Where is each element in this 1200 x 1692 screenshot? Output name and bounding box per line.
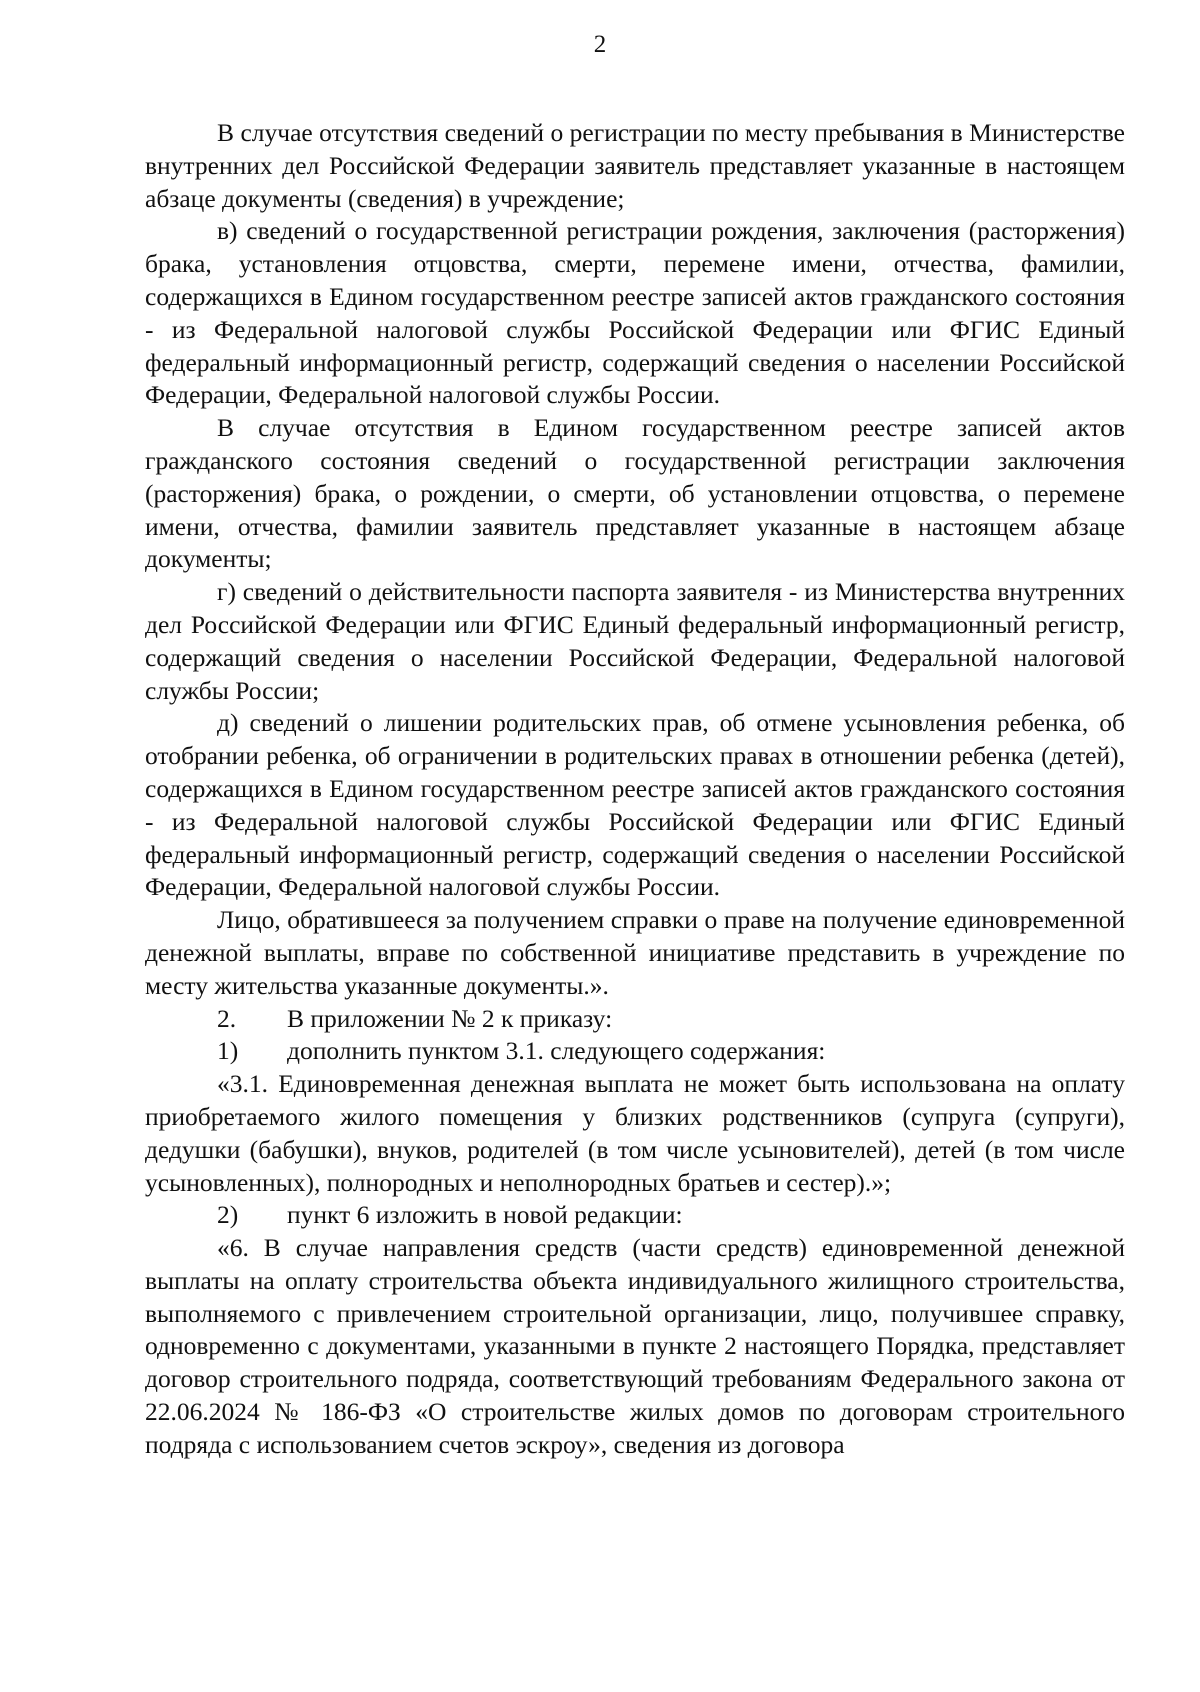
list-item-number: 2. bbox=[217, 1003, 237, 1033]
quoted-paragraph: «3.1. Единовременная денежная выплата не может быть использована на оплату приобретаемого жилого помещения у близких родственников (супруга (супруги), дедушки (бабушки), внуков, родителей (в том числе усыновителей), детей (в том числе усыновленных), полнородных и неполнородных братьев и сестер).»; bbox=[145, 1069, 1125, 1197]
paragraph: Лицо, обратившееся за получением справки о праве на получение единовременной денежной выплаты, вправе по собственной инициативе представить в учреждение по месту жительства указанные документы.». bbox=[145, 905, 1125, 1000]
list-item bbox=[145, 1035, 1125, 1068]
document-body bbox=[145, 117, 1125, 1462]
list-item-number: 1) bbox=[217, 1036, 239, 1066]
page-number: 2 bbox=[593, 31, 607, 58]
list-item bbox=[145, 1003, 1125, 1036]
paragraph: В случае отсутствия сведений о регистрации по месту пребывания в Министерстве внутренних дел Российской Федерации заявитель представляет указанные в настоящем абзаце документы (сведения) в учреждение; bbox=[145, 118, 1125, 213]
quoted-paragraph: «6. В случае направления средств (части средств) единовременной денежной выплаты на оплату строительства объекта индивидуального жилищного строительства, выполняемого с привлечением строительной организации, лицо, получившее справку, одновременно с документами, указанными в пункте 2 настоящего Порядка, представляет договор строительного подряда, соответствующий требованиям Федерального закона от 22.06.2024 № 186-ФЗ «О строительстве жилых домов по договорам строительного подряда с использованием счетов эскроу», сведения из договора bbox=[145, 1233, 1125, 1459]
list-item-text: пункт 6 изложить в новой редакции: bbox=[287, 1200, 683, 1230]
list-item-text: В приложении № 2 к приказу: bbox=[287, 1003, 613, 1033]
paragraph: в) сведений о государственной регистрации рождения, заключения (расторжения) брака, установления отцовства, смерти, перемене имени, отчества, фамилии, содержащихся в Едином государственном реестре записей актов гражданского состояния - из Федеральной налоговой службы Российской Федерации или ФГИС Единый федеральный информационный регистр, содержащий сведения о населении Российской Федерации, Федеральной налоговой службы России. bbox=[145, 216, 1125, 410]
list-item bbox=[145, 1199, 1125, 1232]
paragraph: В случае отсутствия в Едином государственном реестре записей актов гражданского состояния сведений о государственной регистрации заключения (расторжения) брака, о рождении, о смерти, об установлении отцовства, о перемене имени, отчества, фамилии заявитель представляет указанные в настоящем абзаце документы; bbox=[145, 413, 1125, 574]
paragraph: д) сведений о лишении родительских прав, об отмене усыновления ребенка, об отобрании ребенка, об ограничении в родительских правах в отношении ребенка (детей), содержащихся в Едином государственном реестре записей актов гражданского состояния - из Федеральной налоговой службы Российской Федерации или ФГИС Единый федеральный информационный регистр, содержащий сведения о населении Российской Федерации, Федеральной налоговой службы России. bbox=[145, 708, 1125, 902]
paragraph: г) сведений о действительности паспорта заявителя - из Министерства внутренних дел Российской Федерации или ФГИС Единый федеральный информационный регистр, содержащий сведения о населении Российской Федерации, Федеральной налоговой службы России; bbox=[145, 577, 1125, 705]
list-item-text: дополнить пунктом 3.1. следующего содержания: bbox=[287, 1036, 826, 1066]
list-item-number: 2) bbox=[217, 1200, 239, 1230]
